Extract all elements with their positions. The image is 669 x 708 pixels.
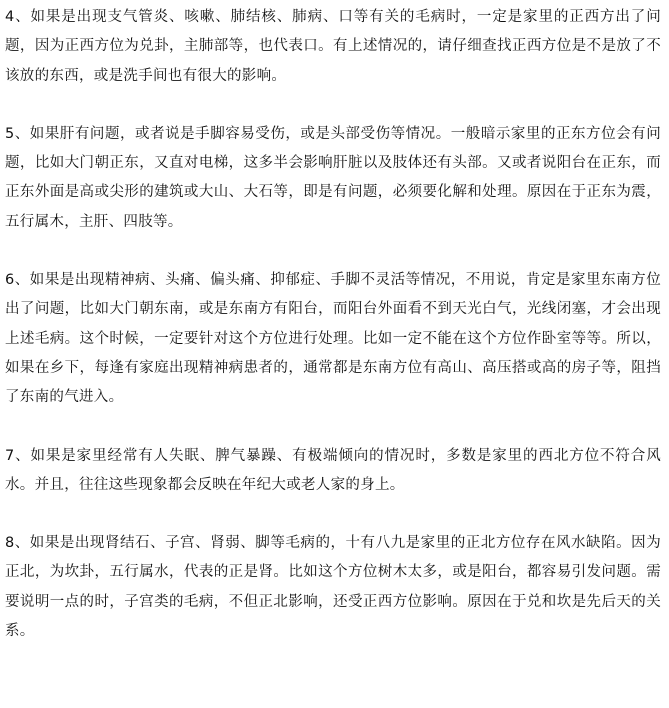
paragraph-spacer	[5, 91, 661, 120]
paragraph-spacer	[5, 237, 661, 266]
paragraph-7: 7、如果是家里经常有人失眠、脾气暴躁、有极端倾向的情况时，多数是家里的西北方位不符合风水。并且，往往这些现象都会反映在年纪大或老人家的身上。	[5, 447, 661, 493]
paragraph-8: 8、如果是出现肾结石、子宫、肾弱、脚等毛病的，十有八九是家里的正北方位存在风水缺陷。因为正北，为坎卦，五行属水，代表的正是肾。比如这个方位树木太多，或是阳台，都容易引发问题。需要说明一点的时，子宫类的毛病，不但正北影响，还受正西方位影响。原因在于兑和坎是先后天的关系。	[5, 535, 661, 640]
paragraph-6: 6、如果是出现精神病、头痛、偏头痛、抑郁症、手脚不灵活等情况，不用说，肯定是家里东南方位出了问题，比如大门朝东南，或是东南方有阳台，而阳台外面看不到天光白气，光线闭塞，才会出现上述毛病。这个时候，一定要针对这个方位进行处理。比如一定不能在这个方位作卧室等等。所以，如果在乡下，每逢有家庭出现精神病患者的，通常都是东南方位有高山、高压搭或高的房子等，阻挡了东南的气进入。	[5, 272, 661, 406]
paragraph-4: 4、如果是出现支气管炎、咳嗽、肺结核、肺病、口等有关的毛病时，一定是家里的正西方出了问题，因为正西方位为兑卦，主肺部等，也代表口。有上述情况的，请仔细查找正西方位是不是放了不该放的东西，或是洗手间也有很大的影响。	[5, 9, 661, 84]
paragraph-spacer	[5, 413, 661, 442]
paragraph-5: 5、如果肝有问题，或者说是手脚容易受伤，或是头部受伤等情况。一般暗示家里的正东方位会有问题，比如大门朝正东，又直对电梯，这多半会影响肝脏以及肢体还有头部。又或者说阳台在正东，而正东外面是高或尖形的建筑或大山、大石等，即是有问题，必须要化解和处理。原因在于正东为震，五行属木，主肝、四肢等。	[5, 125, 661, 230]
paragraph-spacer	[5, 500, 661, 529]
article-body	[5, 3, 661, 646]
